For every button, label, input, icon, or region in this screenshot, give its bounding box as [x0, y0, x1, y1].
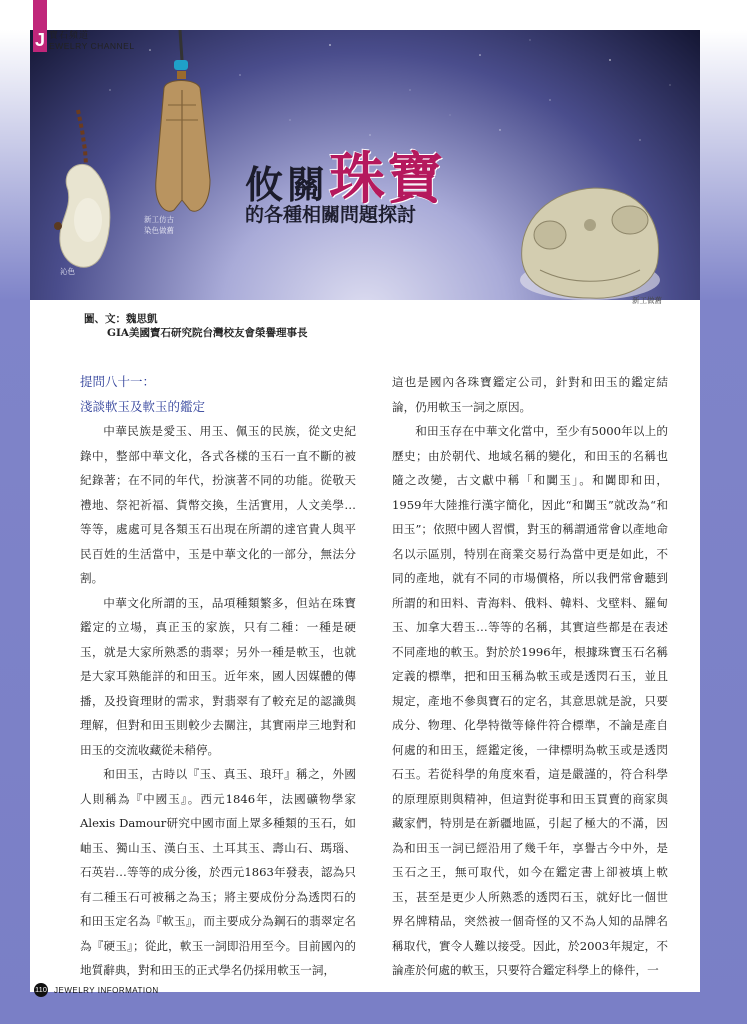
question-label: 提問八十一： — [80, 374, 156, 389]
article-topic: 淺談軟玉及軟玉的鑑定 — [80, 398, 206, 414]
channel-logo — [33, 26, 133, 54]
caption-left: 沁色 — [60, 267, 75, 276]
footer-section: JEWELRY INFORMATION — [54, 986, 159, 995]
channel-name-zh: 寶石頻道 — [49, 31, 90, 41]
paragraph: 中華民族是愛玉、用玉、佩玉的民族，從文史紀錄中，整部中華文化，各式各樣的玉石一直不斷的被紀錄著；在不同的年代，扮演著不同的功能。從敬天禮地、祭祀祈福、貨幣交換，生活實用，人文美學…等等，處處可見各類玉石出現在所謂的達官貴人與平民百姓的生活當中，玉是中華文化的一部分，無法分割。 — [80, 424, 356, 585]
article-column-left — [80, 370, 356, 983]
page-number: 110 — [34, 983, 48, 997]
caption-middle-2: 染色做舊 — [144, 226, 174, 235]
title-part-1: 攸關 — [245, 162, 330, 207]
paragraph: 這也是國內各珠寶鑑定公司，針對和田玉的鑑定結論，仍用軟玉一詞之原因。 — [392, 375, 668, 414]
byline-affiliation: GIA美國寶石研究院台灣校友會榮譽理事長 — [107, 327, 308, 339]
paragraph: 和田玉存在中華文化當中，至少有5000年以上的歷史；由於朝代、地域名稱的變化，和田玉的名稱也隨之改變，古文獻中稱「和闐玉」。和闐即和田，1959年大陸推行漢字簡化，因此“和闐玉”就改為“和田玉”；依照中國人習慣，對玉的稱謂通常會以產地命名以示區別，特別在商業交易行為當中更是如此，不同的產地，就有不同的市場價格，所以我們常會聽到所謂的和田料、青海料、俄料、韓料、戈壁料、羅甸玉、加拿大碧玉…等等的名稱，其實這些都是在表述不同產地的軟玉。對於於1996年，根據珠寶玉石名稱定義的標準，把和田玉稱為軟玉或是透閃石玉，並且規定，產地不參與寶石的定名，其意思就是說，只要成分、物理、化學特徵等條件符合標準，不論是產自何處的和田玉，經鑑定後，一律標明為軟玉或是透閃石玉。若從科學的角度來看，這是嚴謹的，符合科學的原理原則與精神，但這對從事和田玉買賣的商家與藏家們，特別是在新疆地區，引起了極大的不滿，因為和田玉一詞已經沿用了幾千年，享譽古今中外，是玉石之王，無可取代，如今在鑑定書上卻被填上軟玉，甚至是更少人所熟悉的透閃石玉，就好比一個世界名牌精品，突然被一個奇怪的又不為人知的品牌名稱取代，實令人難以接受。因此，於2003年規定，不論產於何處的軟玉，只要符合鑑定科學上的條件，一 — [392, 424, 668, 977]
caption-right: 新工做舊 — [632, 296, 662, 305]
caption-middle-1: 新工仿古 — [144, 215, 174, 224]
title-part-2: 珠寶 — [329, 146, 446, 212]
jade-cicada-middle — [156, 30, 210, 211]
logo-letter: J — [34, 30, 45, 50]
channel-name-en: EWELRY CHANNEL — [49, 41, 135, 51]
page-subtitle: 的各種相關問題探討 — [245, 204, 417, 226]
paragraph: 中華文化所謂的玉，品項種類繁多，但站在珠寶鑑定的立場，真正玉的家族，只有二種：一種是硬玉，就是大家所熟悉的翡翠；另外一種是軟玉，也就是大家耳熟能詳的和田玉。近年來，國人因媒體的傳播，及投資理財的需求，對翡翠有了較充足的認識與理解，但對和田玉則較少去關注，其實兩岸三地對和田玉的交流收藏從未稍停。 — [80, 595, 356, 757]
article-column-right — [392, 370, 668, 983]
byline-author: 圖、文：魏思凱 — [84, 313, 158, 325]
paragraph: 和田玉，古時以『玉、真玉、琅玕』稱之，外國人則稱為『中國玉』。西元1846年，法國礦物學家Alexis Damour研究中國市面上眾多種類的玉石，如岫玉、獨山玉、漢白玉、土耳其玉、壽山石、瑪瑙、石英岩…等等的成分後，於西元1863年發表，認為只有二種玉石可被稱之為玉；將主要成份分為透閃石的和田玉定名為『軟玉』，而主要成分為鋼石的翡翠定名為『硬玉』；從此，軟玉一詞即沿用至今。目前國內的地質辭典，對和田玉的正式學名仍採用軟玉一詞， — [80, 767, 356, 977]
jade-pendant-left — [54, 110, 110, 267]
jade-toad-right — [520, 188, 660, 300]
